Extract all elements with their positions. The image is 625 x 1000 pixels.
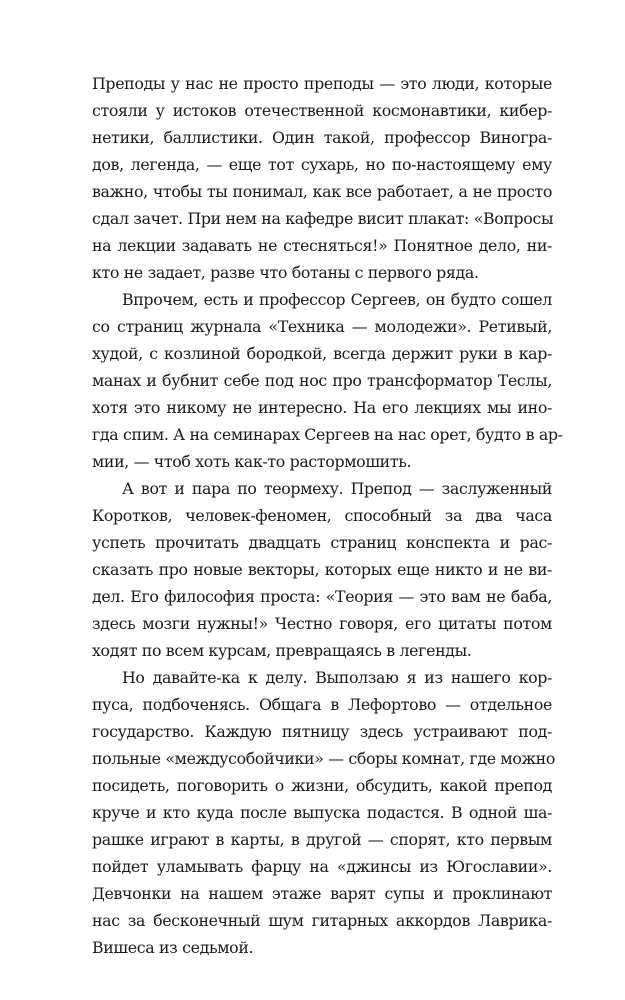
text-line: рашке играют в карты, в другой — спорят, кто первым xyxy=(92,830,552,849)
text-line: сказать про новые векторы, которых еще никто и не ви- xyxy=(92,560,552,579)
text-line: стояли у истоков отечественной космонавтики, кибер- xyxy=(92,101,552,120)
text-line: пойдет уламывать фарцу на «джинсы из Югославии». xyxy=(92,857,552,876)
text-line: манах и бубнит себе под нос про трансформатор Теслы, xyxy=(92,371,552,390)
text-line: Но давайте-ка к делу. Выползаю я из нашего кор- xyxy=(122,668,552,687)
text-line: Преподы у нас не просто преподы — это люди, которые xyxy=(92,74,552,93)
text-line: со страниц журнала «Техника — молодежи». Ретивый, xyxy=(92,317,552,336)
text-line: польные «междусобойчики» — сборы комнат, где можно xyxy=(92,749,556,768)
text-line: Впрочем, есть и профессор Сергеев, он будто сошел xyxy=(122,290,552,309)
text-line: посидеть, поговорить о жизни, обсудить, какой препод xyxy=(92,776,552,795)
text-line: нетики, баллистики. Один такой, профессор Виногра- xyxy=(92,128,552,147)
text-line: А вот и пара по теормеху. Препод — заслуженный xyxy=(122,479,552,498)
text-line: дел. Его философия проста: «Теория — это вам не баба, xyxy=(92,587,552,606)
text-line: круче и кто куда после выпуска подастся. В одной ша- xyxy=(92,803,552,822)
text-line: мии, — чтоб хоть как-то растормошить. xyxy=(92,452,412,471)
text-line: сдал зачет. При нем на кафедре висит плакат: «Вопросы xyxy=(92,209,554,228)
text-line: ходят по всем курсам, превращаясь в легенды. xyxy=(92,641,472,660)
text-line: Девчонки на нашем этаже варят супы и проклинают xyxy=(92,884,552,903)
text-line: Вишеса из седьмой. xyxy=(92,938,254,957)
text-line: пуса, подбоченясь. Общага в Лефортово — отдельное xyxy=(92,695,552,714)
text-line: гда спим. А на семинарах Сергеев на нас орет, будто в ар- xyxy=(92,425,563,444)
text-line: хотя это никому не интересно. На его лекциях мы ино- xyxy=(92,398,552,417)
text-line: дов, легенда, — еще тот сухарь, но по-настоящему ему xyxy=(92,155,552,174)
text-line: Коротков, человек-феномен, способный за два часа xyxy=(92,506,552,525)
text-line: успеть прочитать двадцать страниц конспекта и рас- xyxy=(92,533,552,552)
text-line: худой, с козлиной бородкой, всегда держит руки в кар- xyxy=(92,344,552,363)
text-line: кто не задает, разве что ботаны с первого ряда. xyxy=(92,263,479,282)
text-line: государство. Каждую пятницу здесь устраивают под- xyxy=(92,722,552,741)
text-line: на лекции задавать не стесняться!» Понятное дело, ни- xyxy=(92,236,552,255)
text-line: важно, чтобы ты понимал, как все работает, а не просто xyxy=(92,182,552,201)
text-line: здесь мозги нужны!» Честно говоря, его цитаты потом xyxy=(92,614,552,633)
text-line: нас за бесконечный шум гитарных аккордов Лаврика- xyxy=(92,911,552,930)
